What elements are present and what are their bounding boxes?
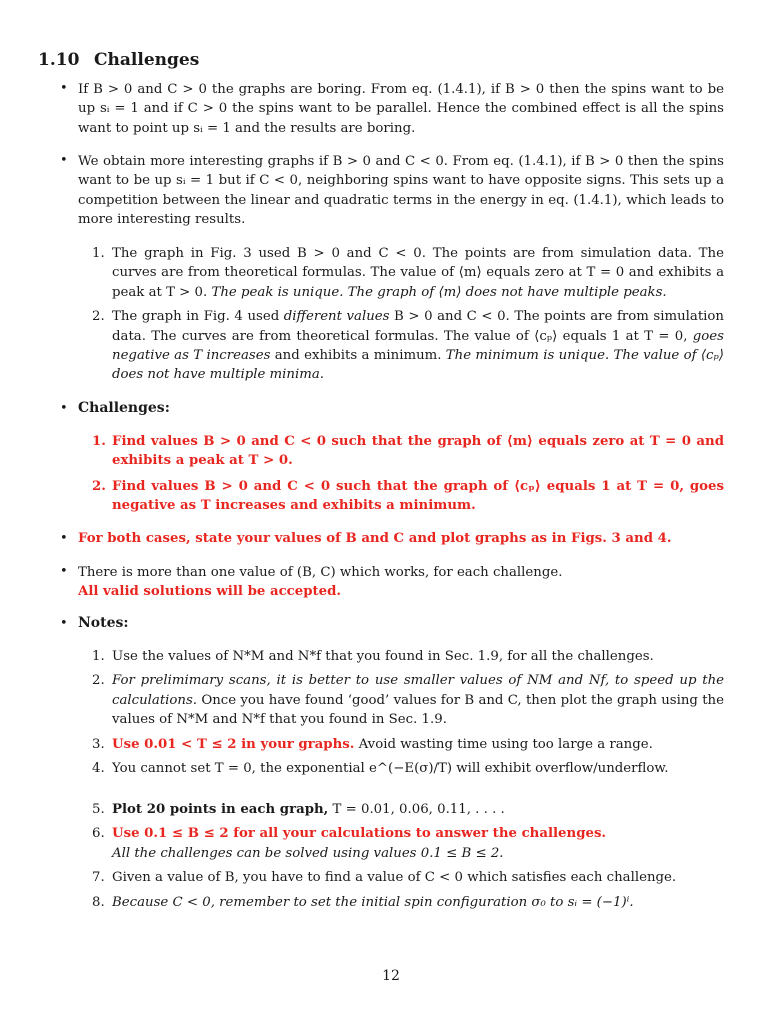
instruction-state-values: For both cases, state your values of B and C and plot graphs as in Figs. 3 and 4.: [78, 531, 672, 546]
list-item: 1. Find values B > 0 and C < 0 such that the graph of ⟨m⟩ equals zero at T = 0 and exhibits a peak at T > 0.: [92, 434, 724, 469]
notes-list-part2: [92, 800, 724, 912]
section-heading: [38, 50, 199, 70]
notes-list-part1: [92, 647, 724, 778]
challenge-text: Find values B > 0 and C < 0 such that the graph of ⟨m⟩ equals zero at T = 0 and exhibits a peak at T > 0.: [112, 434, 724, 469]
page-number: 12: [382, 968, 400, 984]
paragraph-interesting-case: We obtain more interesting graphs if B > 0 and C < 0. From eq. (1.4.1), if B > 0 then the spins want to be up sᵢ = 1 but if C < 0, neighboring spins want to have opposite signs. This sets up a competition between the linear and quadratic terms in the energy in eq. (1.4.1), which leads to more interesting results.: [78, 154, 724, 228]
paragraph-boring-case: If B > 0 and C > 0 the graphs are boring. From eq. (1.4.1), if B > 0 then the spins want to be up sᵢ = 1 and if C > 0 the spins want to be parallel. Hence the combined effect is all the spins want to point up sᵢ = 1 and the results are boring.: [78, 82, 724, 136]
bullet-marker: •: [60, 531, 68, 546]
bullet-marker: •: [60, 564, 68, 579]
challenge-text: Find values B > 0 and C < 0 such that the graph of ⟨cₚ⟩ equals 1 at T = 0, goes negative as T increases and exhibits a minimum.: [112, 478, 724, 514]
figure-description-list: [92, 244, 724, 385]
list-item: 2. The graph in Fig. 4 used different values B > 0 and C < 0. The points are from simulation data. The curves are from theoretical formulas. The value of ⟨cₚ⟩ equals 1 at T = 0, goes negative as T increases and exhibits a minimum. The minimum is unique. The value of ⟨cₚ⟩ does not have multiple minima.: [92, 309, 724, 383]
bullet-marker: •: [60, 153, 68, 168]
bullet-marker: •: [60, 616, 68, 631]
list-item: 1. The graph in Fig. 3 used B > 0 and C < 0. The points are from simulation data. The curves are from theoretical formulas. The value of ⟨m⟩ equals zero at T = 0 and exhibits a peak at T > 0. The peak is unique. The graph of ⟨m⟩ does not have multiple peaks.: [92, 246, 724, 300]
list-item: 4. You cannot set T = 0, the exponential e^(−E(σ)/T) will exhibit overflow/underflow.: [92, 761, 669, 777]
bullet-marker: •: [60, 401, 68, 416]
challenges-list: [92, 432, 724, 516]
list-item: 3. Use 0.01 < T ≤ 2 in your graphs. Avoid wasting time using too large a range.: [92, 736, 653, 752]
list-item: 2. Find values B > 0 and C < 0 such that the graph of ⟨cₚ⟩ equals 1 at T = 0, goes negative as T increases and exhibits a minimum.: [92, 478, 724, 514]
list-item: 8. Because C < 0, remember to set the initial spin configuration σ₀ to sᵢ = (−1)ⁱ.: [92, 894, 634, 910]
section-title: Challenges: [94, 50, 200, 70]
list-item: 6. Use 0.1 ≤ B ≤ 2 for all your calculations to answer the challenges. All the challenges can be solved using values 0.1 ≤ B ≤ 2.: [92, 826, 607, 861]
challenges-label: Challenges:: [78, 400, 170, 416]
list-item-text: The graph in Fig. 3 used B > 0 and C < 0. The points are from simulation data. The curves are from theoretical formulas. The value of ⟨m⟩ equals zero at T = 0 and exhibits a peak at T > 0.: [112, 246, 724, 300]
list-item-emphasis: The peak is unique. The graph of ⟨m⟩ does not have multiple peaks.: [207, 284, 667, 300]
multiple-solutions-note: There is more than one value of (B, C) which works, for each challenge. All valid solutions will be accepted.: [78, 565, 563, 600]
list-item: 2. For prelimimary scans, it is better to use smaller values of NM and Nf, to speed up the calculations. Once you have found ‘good’ values for B and C, then plot the graph using the values of N*M and N*f that you found in Sec. 1.9.: [92, 673, 724, 728]
bullet-marker: •: [60, 81, 68, 96]
notes-label: Notes:: [78, 615, 129, 631]
list-item: 7. Given a value of B, you have to find a value of C < 0 which satisfies each challenge.: [92, 870, 677, 886]
list-item: 5. Plot 20 points in each graph, T = 0.01, 0.06, 0.11, . . . .: [92, 802, 505, 817]
section-number: 1.10: [38, 50, 80, 70]
list-item: 1. Use the values of N*M and N*f that you found in Sec. 1.9, for all the challenges.: [92, 649, 654, 664]
